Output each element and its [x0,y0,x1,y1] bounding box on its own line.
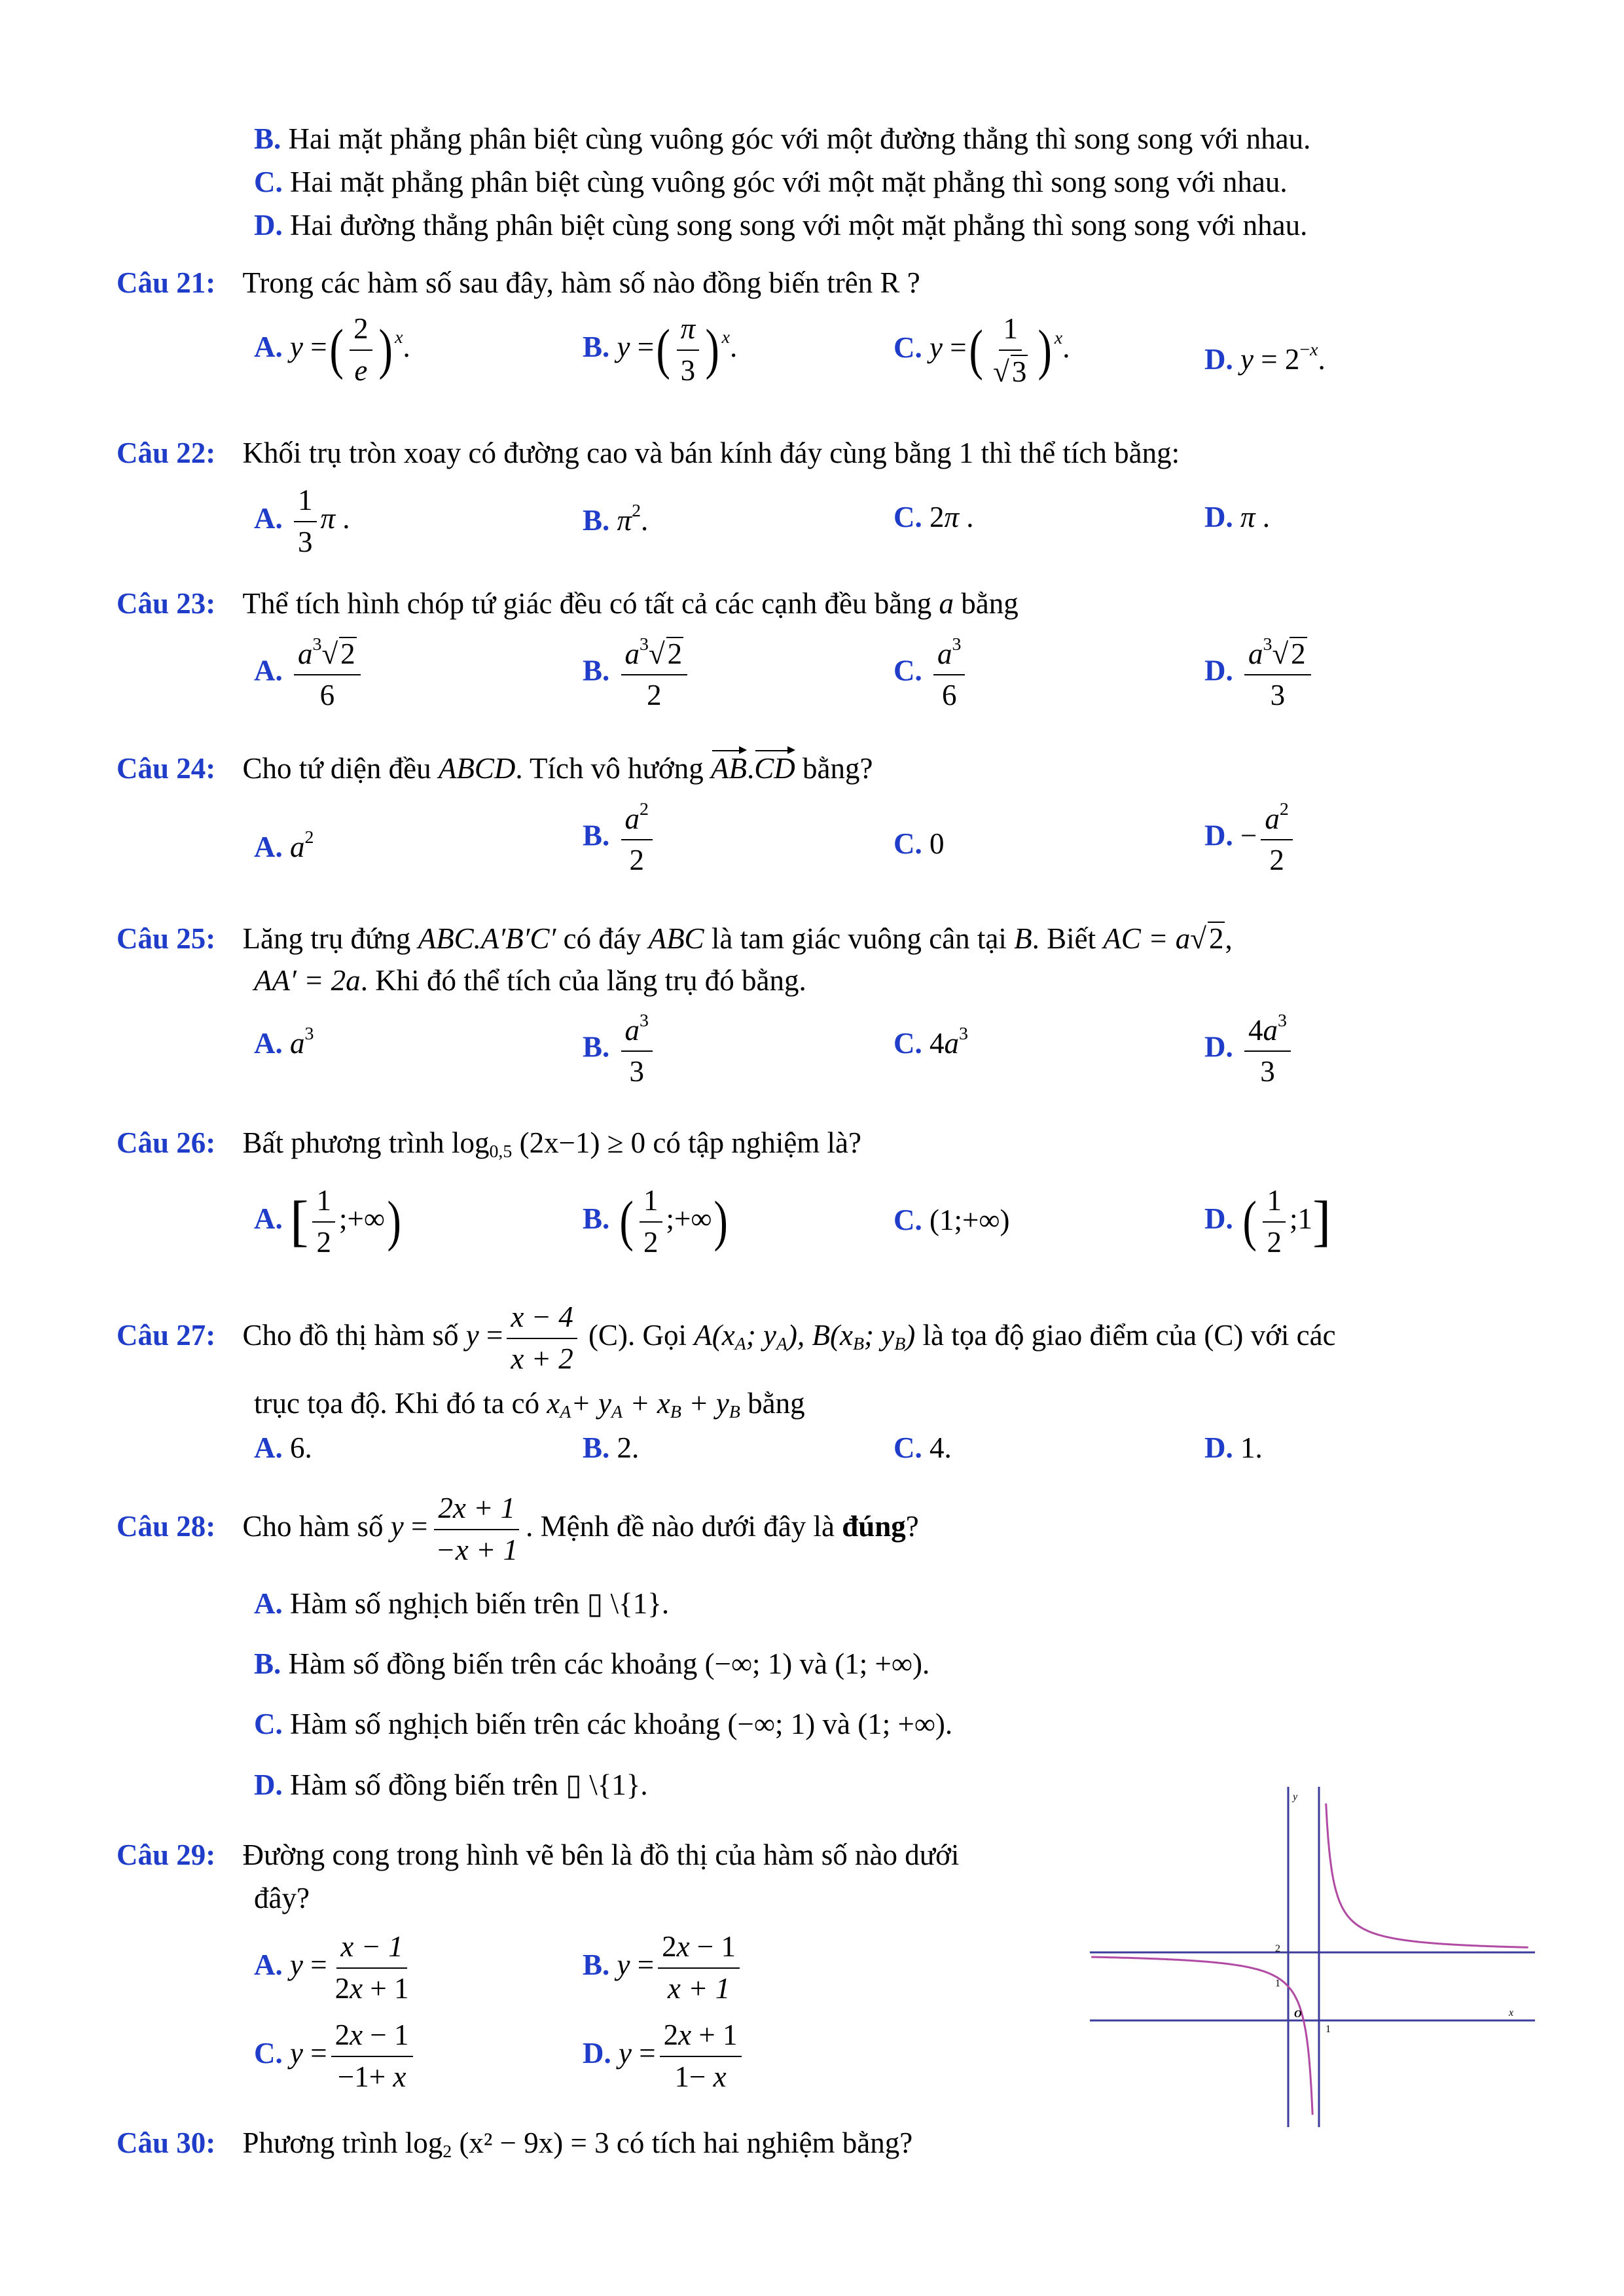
q29-stem-line2: đây? [254,1882,310,1914]
q25-stem: Câu 25: Lăng trụ đứng ABC.A′B′C′ có đáy ABC là tam giác vuông cân tại B. Biết AC = a√2, [117,922,1233,955]
q27-option-a: A. 6. [254,1431,312,1464]
q24-option-b: B. $\frac{a^2}{2}$ [583,800,657,877]
q25-stem-line2: AA′ = 2a. Khi đó thể tích của lăng trụ đó bằng. [254,964,806,997]
q26-option-a: A. [ $\frac{1}{2}$ ;+∞) [254,1184,401,1259]
q22-option-a: A. $\frac{1}{3}$ π . [254,484,350,558]
q21-option-d: D. $y = 2^{-x}$. [1204,340,1326,376]
q25-option-c: C. $4a^3$ [893,1024,968,1060]
y-axis-label: y [1293,1791,1298,1803]
q20-option-d: D. Hai đường thẳng phân biệt cùng song song với một mặt phẳng thì song song với nhau. [254,209,1308,242]
tick-1-x: 1 [1326,2024,1331,2035]
origin-label: O [1294,2009,1302,2020]
q23-stem: Câu 23: Thể tích hình chóp tứ giác đều có tất cả các cạnh đều bằng a bằng [117,587,1019,620]
q23-option-c: C. $\frac{a^3}{6}$ [893,635,969,712]
q28-stem: Câu 28: Cho hàm số y = $\frac{2x + 1}{-x + 1}$ . Mệnh đề nào dưới đây là đúng? [117,1492,919,1566]
q26-stem: Câu 26: Bất phương trình $\log_{0,5} (2x-1) \ge 0$ có tập nghiệm là? [117,1126,862,1162]
q23-option-a: A. $\frac{a^3√2}{6}$ [254,635,365,712]
tick-2: 2 [1275,1943,1280,1954]
q23-option-d: D. $\frac{a^3√2}{3}$ [1204,635,1315,712]
q29-option-a: A. y = $\frac{x - 1}{2x + 1}$ [254,1930,409,2005]
q24-option-c: C. 0 [893,827,945,860]
q21-option-a: A. y =( $\frac{2}{e}$ ) $^x$. [254,312,410,387]
q24-option-a: A. $a^2$ [254,827,314,863]
q26-option-b: B. ( $\frac{1}{2}$ ;+∞) [583,1184,729,1259]
tick-1-y: 1 [1275,1978,1280,1989]
q29-stem: Câu 29: Đường cong trong hình vẽ bên là đồ thị của hàm số nào dưới [117,1839,960,1871]
q21-option-c: C. y =( $\frac{1}{√3}$ ) $^x$. [893,312,1070,388]
q26-option-d: D. ( $\frac{1}{2}$ ;1] [1204,1184,1331,1259]
q21-stem: Câu 21: Trong các hàm số sau đây, hàm số nào đồng biến trên R ? [117,266,920,299]
q29-option-b: B. y = $\frac{2x - 1}{x + 1}$ [583,1931,744,2005]
q27-stem-line2: trục tọa độ. Khi đó ta có $x_A+ y_A + x_B + y_B$ bằng [254,1387,805,1422]
q22-option-d: D. π . [1204,501,1271,533]
q21-option-b: B. y =( $\frac{\pi}{3}$ ) $^x$. [583,312,738,387]
q29-graph [1090,1787,1535,2127]
q22-stem: Câu 22: Khối trụ tròn xoay có đường cao và bán kính đáy cùng bằng 1 thì thể tích bằng: [117,437,1180,469]
q28-option-a: A. Hàm số nghịch biến trên ▯ \{1}. [254,1586,670,1621]
q28-option-b: B. Hàm số đồng biến trên các khoảng (−∞; 1) và (1; +∞). [254,1647,930,1680]
q27-option-b: B. 2. [583,1431,640,1464]
q24-option-d: D. − $\frac{a^2}{2}$ [1204,800,1297,877]
q22-option-b: B. $\pi^2$. [583,501,649,537]
q26-option-c: C. (1;+∞) [893,1204,1010,1236]
q25-option-a: A. $a^3$ [254,1024,314,1060]
q29-option-d: D. y = $\frac{2x + 1}{1- x}$ [583,2019,746,2093]
q27-option-d: D. 1. [1204,1431,1263,1464]
q30-stem: Câu 30: Phương trình $\log_2 (x^2 - 9x) = 3$ có tích hai nghiệm bằng? [117,2126,913,2162]
q27-stem: Câu 27: Cho đồ thị hàm số y = $\frac{x - 4}{x + 2}$ (C). Gọi $A(x_A$; $y_A$), $B(x_B$; $y_B$) là tọa độ giao điểm của (C) với các [117,1300,1336,1375]
q25-option-b: B. $\frac{a^3}{3}$ [583,1011,657,1088]
q22-option-c: C. 2π . [893,501,974,533]
q27-option-c: C. 4. [893,1431,952,1464]
curve-right-branch [1326,1803,1528,1947]
q24-stem: Câu 24: Cho tứ diện đều ABCD. Tích vô hướng AB.CD bằng? [117,752,873,785]
q29-option-c: C. y = $\frac{2x - 1}{-1+ x}$ [254,2019,417,2093]
q20-option-b: B. Hai mặt phẳng phân biệt cùng vuông góc với một đường thẳng thì song song với nhau. [254,122,1311,155]
q28-option-d: D. Hàm số đồng biến trên ▯ \{1}. [254,1767,648,1802]
q25-option-d: D. $\frac{4a^3}{3}$ [1204,1011,1295,1088]
x-axis-label: x [1509,2007,1514,2018]
q23-option-b: B. $\frac{a^3√2}{2}$ [583,635,691,712]
q28-option-c: C. Hàm số nghịch biến trên các khoảng (−∞; 1) và (1; +∞). [254,1708,953,1740]
q20-option-c: C. Hai mặt phẳng phân biệt cùng vuông góc với một mặt phẳng thì song song với nhau. [254,166,1288,198]
